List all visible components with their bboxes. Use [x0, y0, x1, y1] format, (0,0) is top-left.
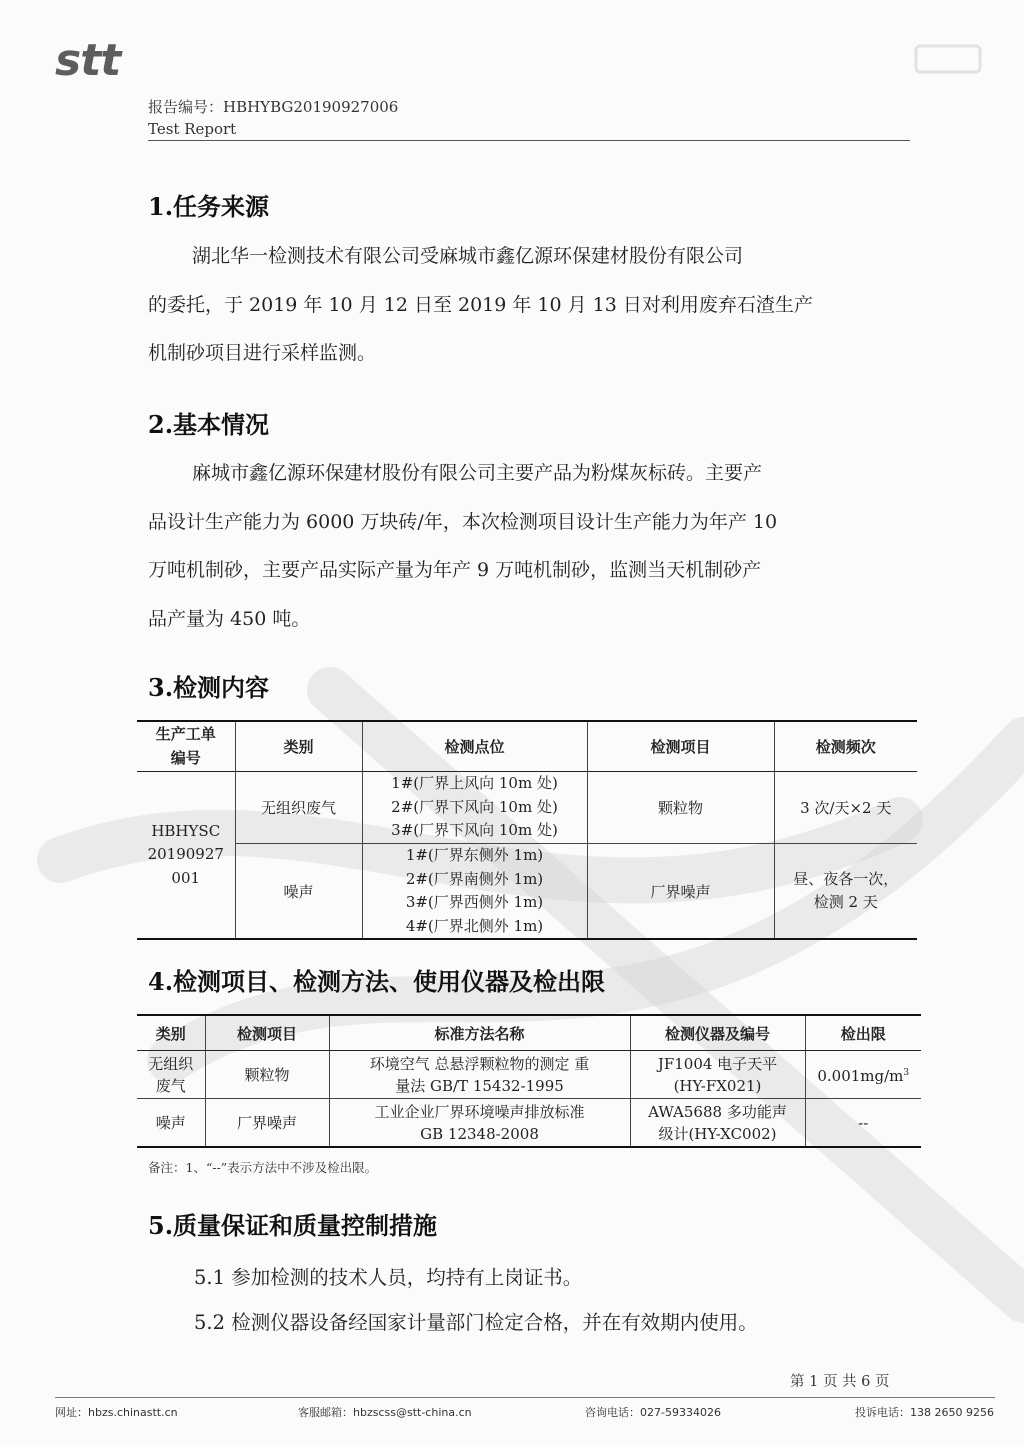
qa-item: 5.2 检测仪器设备经国家计量部门检定合格，并在有效期内使用。: [194, 1311, 758, 1334]
table-row: [137, 844, 917, 940]
limit-cell: --: [805, 1099, 921, 1148]
work-order-cell: HBHYSC 20190927 001: [137, 772, 235, 940]
report-label: Test Report: [148, 120, 237, 138]
section-1-paragraph: [148, 232, 910, 378]
category-cell: 无组织废气: [235, 772, 362, 844]
footer-website: 网址：hbzs.chinastt.cn: [55, 1406, 178, 1419]
section-1-title: 1.任务来源: [148, 192, 270, 221]
category-cell: 噪声: [137, 1099, 205, 1148]
column-header-item: 检测项目: [587, 721, 774, 772]
header-divider: [148, 140, 910, 141]
instrument-cell: JF1004 电子天平 (HY-FX021): [630, 1051, 805, 1099]
section-2-paragraph: [148, 449, 910, 643]
frequency-cell: 3 次/天×2 天: [774, 772, 917, 844]
point-cell: 1#(厂界东侧外 1m) 2#(厂界南侧外 1m) 3#(厂界西侧外 1m) 4#(厂界北侧外 1m): [362, 844, 587, 940]
column-header-work-order: 生产工单 编号: [137, 721, 235, 772]
instrument-cell: AWA5688 多功能声 级计(HY-XC002): [630, 1099, 805, 1148]
qa-item: 5.1 参加检测的技术人员，均持有上岗证书。: [194, 1266, 583, 1289]
paragraph-line: 机制砂项目进行采样监测。: [148, 342, 377, 364]
table-row: [137, 772, 917, 844]
item-cell: 厂界噪声: [205, 1099, 329, 1148]
footer-phone: 咨询电话：027-59334026: [585, 1406, 721, 1419]
table-row: [137, 1051, 921, 1099]
point-cell: 1#(厂界上风向 10m 处) 2#(厂界下风向 10m 处) 3#(厂界下风向 10m 处): [362, 772, 587, 844]
column-header-category: 类别: [137, 1015, 205, 1051]
column-header-frequency: 检测频次: [774, 721, 917, 772]
column-header-item: 检测项目: [205, 1015, 329, 1051]
paragraph-line: 的委托，于 2019 年 10 月 12 日至 2019 年 10 月 13 日对利用废弃石渣生产: [148, 293, 813, 316]
table-header-row: [137, 721, 917, 772]
paragraph-line: 品设计生产能力为 6000 万块砖/年，本次检测项目设计生产能力为年产 10: [148, 510, 778, 533]
column-header-point: 检测点位: [362, 721, 587, 772]
frequency-cell: 昼、夜各一次， 检测 2 天: [774, 844, 917, 940]
method-cell: 环境空气 总悬浮颗粒物的测定 重 量法 GB/T 15432-1995: [329, 1051, 630, 1099]
paragraph-line: 万吨机制砂，主要产品实际产量为年产 9 万吨机制砂，监测当天机制砂产: [148, 559, 762, 581]
paragraph-line: 湖北华一检测技术有限公司受麻城市鑫亿源环保建材股份有限公司: [192, 245, 744, 267]
section-4-title: 4.检测项目、检测方法、使用仪器及检出限: [148, 967, 606, 996]
method-instrument-table: [137, 1014, 921, 1148]
footer-complaint-phone: 投诉电话：138 2650 9256: [855, 1406, 994, 1419]
faint-stamp-mark: [912, 40, 984, 78]
item-cell: 颗粒物: [205, 1051, 329, 1099]
company-logo: stt: [55, 35, 121, 86]
detection-content-table: [137, 720, 917, 940]
paragraph-line: 麻城市鑫亿源环保建材股份有限公司主要产品为粉煤灰标砖。主要产: [192, 462, 763, 484]
section-3-title: 3.检测内容: [148, 673, 270, 702]
page-number: 第 1 页 共 6 页: [790, 1374, 890, 1390]
section-5-title: 5.质量保证和质量控制措施: [148, 1211, 438, 1240]
table-note: 备注：1、“--”表示方法中不涉及检出限。: [148, 1160, 378, 1175]
item-cell: 颗粒物: [587, 772, 774, 844]
footer-email: 客服邮箱：hbzscss@stt-china.cn: [298, 1406, 472, 1419]
footer-divider: [55, 1397, 995, 1398]
column-header-limit: 检出限: [805, 1015, 921, 1051]
item-cell: 厂界噪声: [587, 844, 774, 940]
category-cell: 无组织 废气: [137, 1051, 205, 1099]
table-header-row: [137, 1015, 921, 1051]
method-cell: 工业企业厂界环境噪声排放标准 GB 12348-2008: [329, 1099, 630, 1148]
paragraph-line: 品产量为 450 吨。: [148, 607, 311, 630]
report-number: 报告编号：HBHYBG20190927006: [148, 98, 399, 116]
limit-cell: $0.001mg/m^3$: [805, 1051, 921, 1099]
section-2-title: 2.基本情况: [148, 410, 270, 439]
column-header-instrument: 检测仪器及编号: [630, 1015, 805, 1051]
category-cell: 噪声: [235, 844, 362, 940]
table-row: [137, 1099, 921, 1148]
column-header-category: 类别: [235, 721, 362, 772]
column-header-method: 标准方法名称: [329, 1015, 630, 1051]
